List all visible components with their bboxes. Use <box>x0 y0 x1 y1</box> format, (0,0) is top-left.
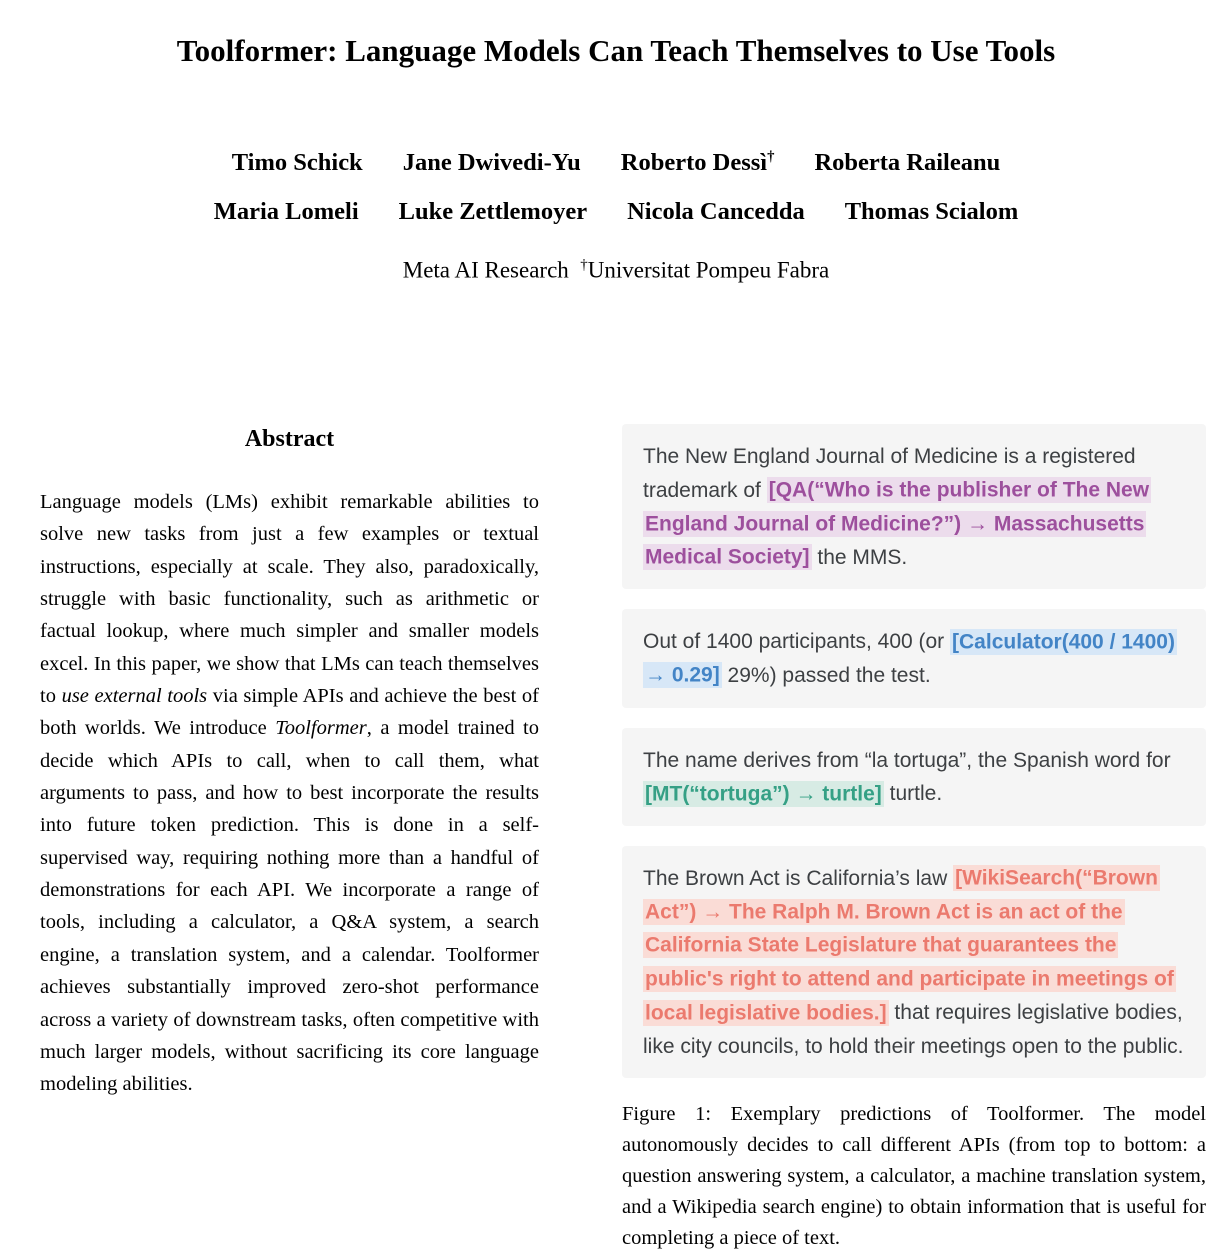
figure-column <box>622 424 1206 1254</box>
figure-example-box-calculator <box>622 609 1206 707</box>
abstract-text <box>40 486 539 1101</box>
author-list-row-2 <box>0 198 1232 226</box>
abstract-column <box>40 426 539 1101</box>
author-thomas-scialom <box>845 198 1019 226</box>
example-text-calculator <box>643 625 1185 692</box>
text-segment: 29%) passed the test. <box>721 663 931 687</box>
author-maria-lomeli <box>214 198 359 226</box>
author-name-text: Luke Zettlemoyer <box>398 198 588 225</box>
text-segment: Out of 1400 participants, 400 (or <box>643 630 951 654</box>
text-segment: turtle. <box>883 782 943 806</box>
api-call-highlight: [WikiSearch(“Brown Act”) → The Ralph M. Brown Act is an act of the California State Legislature that guarantees the public's right to attend and participate in meetings of local legislative bodies.] <box>645 866 1174 1025</box>
api-call-highlight: [QA(“Who is the publisher of The New England Journal of Medicine?”) → Massachusetts Medical Society] <box>645 478 1150 569</box>
text-segment: use external tools <box>61 685 208 708</box>
abstract-heading: Abstract <box>244 426 335 452</box>
text-segment: that requires legislative bodies, like city councils, to hold their meetings open to the public. <box>643 1001 1184 1058</box>
author-roberto-dessi <box>621 149 775 177</box>
author-name-text: Roberto Dessì <box>620 149 768 176</box>
text-segment: The New England Journal of Medicine is a registered trademark of <box>643 445 1136 502</box>
author-jane-dwivedi-yu <box>403 149 581 177</box>
author-list-row-1 <box>0 149 1232 177</box>
api-call-highlight: [Calculator(400 / 1400) → 0.29] <box>645 630 1175 687</box>
text-segment: Toolformer <box>275 717 367 740</box>
author-name-text: Nicola Cancedda <box>627 198 805 225</box>
example-text-machine-translation <box>643 744 1185 811</box>
author-name-text: Thomas Scialom <box>844 198 1019 225</box>
author-affiliation-mark: † <box>767 148 775 165</box>
text-segment: The name derives from “la tortuga”, the Spanish word for <box>643 748 1171 772</box>
figure-caption: Figure 1: Exemplary predictions of Toolformer. The model autonomously decides to call different APIs (from top to bottom: a question answering system, a calculator, a machine translation system, and a Wikipedia search engine) to obtain information that is useful for completing a piece of text. <box>622 1103 1206 1250</box>
author-name-text: Jane Dwivedi-Yu <box>402 149 581 176</box>
text-segment: Language models (LMs) exhibit remarkable abilities to solve new tasks from just a few examples or textual instructions, especially at scale. They also, paradoxically, struggle with basic functionality, such as arithmetic or factual lookup, where much simpler and smaller models excel. In this paper, we show that LMs can teach themselves to <box>40 491 539 708</box>
paper-title: Toolformer: Language Models Can Teach Themselves to Use Tools <box>176 33 1056 68</box>
author-name-text: Maria Lomeli <box>213 198 359 225</box>
author-name-text: Timo Schick <box>231 149 363 176</box>
figure-example-box-qa <box>622 424 1206 589</box>
text-segment: the MMS. <box>811 545 908 569</box>
example-text-qa <box>643 440 1185 574</box>
text-segment: via simple APIs and achieve the best of both worlds. We introduce <box>40 685 539 740</box>
text-segment: † <box>580 257 588 273</box>
affiliation-line <box>0 257 1232 284</box>
author-luke-zettlemoyer <box>399 198 587 226</box>
text-segment: Meta AI Research <box>402 257 581 283</box>
api-call-highlight: [MT(“tortuga”) → turtle] <box>645 782 882 806</box>
author-nicola-cancedda <box>627 198 805 226</box>
author-roberta-raileanu <box>814 149 1000 177</box>
text-segment: , a model trained to decide which APIs to call, when to call them, what arguments to pass, and how to best incorporate the results into future token prediction. This is done in a self-supervised way, requiring nothing more than a handful of demonstrations for each API. We incorporate a range of tools, including a calculator, a Q&A system, a search engine, a translation system, and a calendar. Toolformer achieves substantially improved zero-shot performance across a variety of downstream tasks, often competitive with much larger models, without sacrificing its core language modeling abilities. <box>40 717 539 1096</box>
example-text-wikisearch <box>643 862 1185 1064</box>
author-timo-schick <box>232 149 363 177</box>
author-name-text: Roberta Raileanu <box>814 149 1001 176</box>
text-segment: Universitat Pompeu Fabra <box>587 257 830 283</box>
figure-example-box-wikisearch <box>622 846 1206 1079</box>
figure-example-box-machine-translation <box>622 728 1206 826</box>
text-segment: The Brown Act is California’s law <box>643 866 954 890</box>
